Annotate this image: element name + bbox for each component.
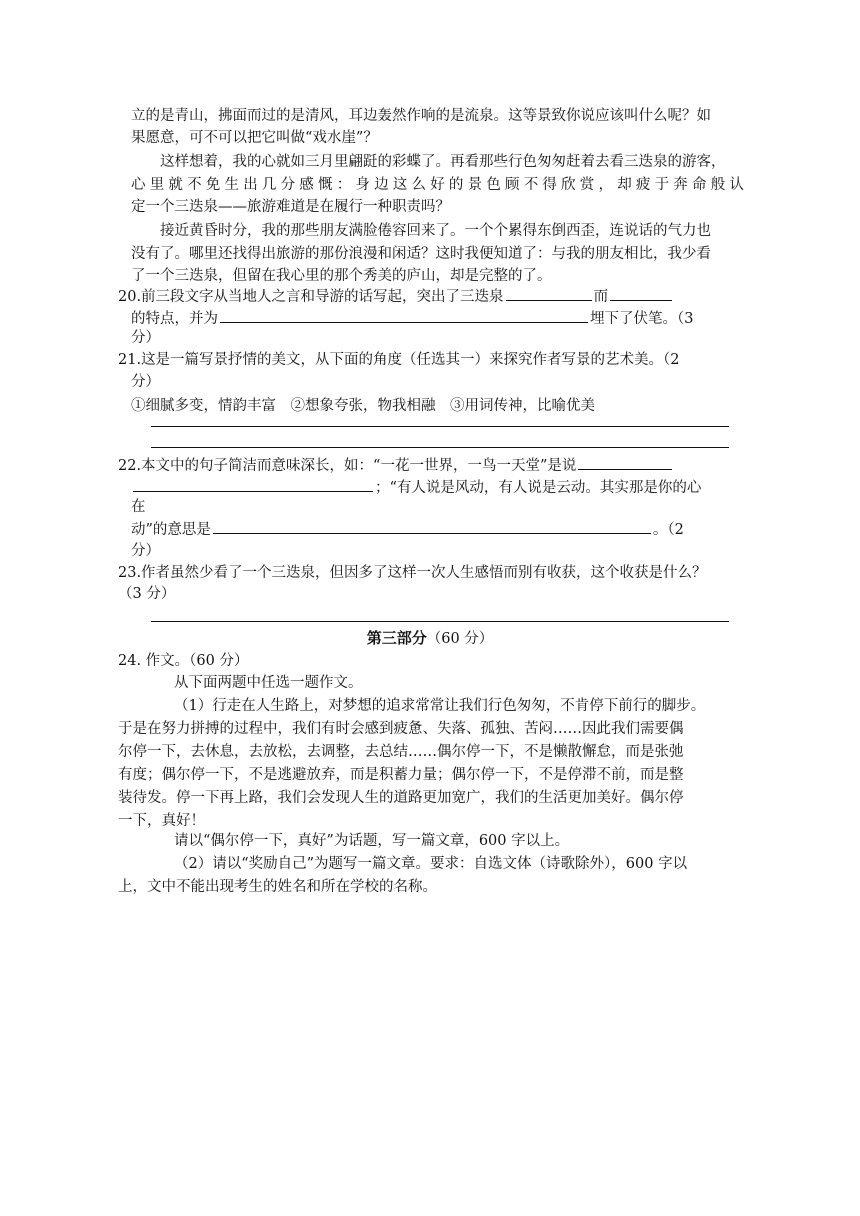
- answer-line[interactable]: [151, 621, 729, 622]
- passage-line: 立的是青山，拂面而过的是清风，耳边轰然作响的是流泉。这等景致你说应该叫什么呢？如: [131, 108, 711, 124]
- answer-options: ①细腻多变，情韵丰富 ②想象夸张，物我相融 ③用词传神，比喻优美: [131, 398, 595, 414]
- question-score: 分）: [131, 543, 160, 559]
- essay-prompt-line: （1）行走在人生路上，对梦想的追求常常让我们行色匆匆，不肯停下前行的脚步。: [174, 698, 706, 714]
- answer-blank[interactable]: [213, 518, 651, 534]
- passage-line: 定一个三迭泉——旅游难道是在履行一种职责吗？: [131, 199, 450, 215]
- section-heading: [0, 627, 860, 650]
- section-score: （60 分）: [426, 631, 494, 647]
- question-22-line4: [131, 518, 684, 540]
- essay-prompt-line: 一下，真好！: [118, 813, 205, 829]
- answer-line[interactable]: [151, 426, 729, 427]
- question-text: 20.前三段文字从当地人之言和导游的话写起，突出了三迭泉: [118, 289, 504, 305]
- answer-line[interactable]: [151, 447, 729, 448]
- answer-blank[interactable]: [220, 307, 588, 323]
- answer-blank[interactable]: [610, 285, 672, 301]
- question-score: （3 分）: [118, 586, 176, 602]
- essay-prompt-line: （2）请以“奖励自己”为题写一篇文章。要求：自选文体（诗歌除外），600 字以: [174, 856, 688, 872]
- question-20-line2: [131, 307, 693, 329]
- essay-prompt-line: 于是在努力拼搏的过程中，我们有时会感到疲惫、失落、孤独、苦闷……因此我们需要偶: [118, 721, 684, 737]
- essay-prompt-line: 上，文中不能出现考生的姓名和所在学校的名称。: [118, 879, 437, 895]
- question-text: 。（2: [652, 522, 684, 538]
- question-text: 埋下了伏笔。（3: [590, 311, 694, 327]
- section-title: 第三部分: [366, 629, 427, 647]
- question-text: 在: [131, 499, 146, 515]
- passage-line: 这样想着，我的心就如三月里翩跹的彩蝶了。再看那些行色匆匆赶着去看三迭泉的游客，: [160, 154, 726, 170]
- question-text: ；“有人说是风动，有人说是云动。其实那是你的心: [375, 480, 702, 496]
- question-21: 21.这是一篇写景抒情的美文，从下面的角度（任选其一）来探究作者写景的艺术美。（2: [118, 352, 680, 368]
- passage-line: 接近黄昏时分，我的那些朋友满脸倦容回来了。一个个累得东倒西歪，连说话的气力也: [160, 223, 711, 239]
- question-20: [118, 285, 674, 307]
- essay-prompt-line: 请以“偶尔停一下，真好”为话题，写一篇文章，600 字以上。: [174, 833, 570, 849]
- question-score: 分）: [131, 374, 160, 390]
- question-22: [118, 454, 674, 476]
- question-text: 22.本文中的句子简洁而意味深长，如：“一花一世界，一鸟一天堂”是说: [118, 458, 577, 474]
- passage-line: 果愿意，可不可以把它叫做“戏水崖”？: [131, 130, 378, 146]
- question-text: 而: [593, 289, 609, 305]
- question-24: 24. 作文。（60 分）: [118, 653, 249, 669]
- question-text: 的特点，并为: [131, 311, 218, 327]
- essay-prompt-line: 装待发。停一下再上路，我们会发现人生的道路更加宽广，我们的生活更加美好。偶尔停: [118, 790, 684, 806]
- passage-line: 没有了。哪里还找得出旅游的那份浪漫和闲适？这时我便知道了：与我的朋友相比，我少看: [131, 246, 711, 262]
- question-22-line2: [131, 476, 701, 498]
- passage-line: 心里就不免生出几分感慨：身边这么好的景色顾不得欣赏，却疲于奔命般认: [131, 177, 749, 193]
- essay-prompt-line: 有度；偶尔停一下，不是逃避放弃，而是积蓄力量；偶尔停一下，不是停滞不前，而是整: [118, 767, 684, 783]
- question-score: 分）: [131, 330, 160, 346]
- answer-blank[interactable]: [506, 285, 592, 301]
- essay-prompt-line: 尔停一下，去休息，去放松，去调整，去总结……偶尔停一下，不是懒散懈怠，而是张弛: [118, 744, 684, 760]
- question-23: 23.作者虽然少看了一个三迭泉，但因多了这样一次人生感悟而别有收获，这个收获是什么？: [118, 565, 707, 581]
- answer-blank[interactable]: [133, 476, 373, 492]
- instruction-text: 从下面两题中任选一题作文。: [174, 675, 363, 691]
- answer-blank[interactable]: [578, 454, 672, 470]
- question-text: 动”的意思是: [131, 522, 211, 538]
- passage-line: 了一个三迭泉，但留在我心里的那个秀美的庐山，却是完整的了。: [131, 268, 552, 284]
